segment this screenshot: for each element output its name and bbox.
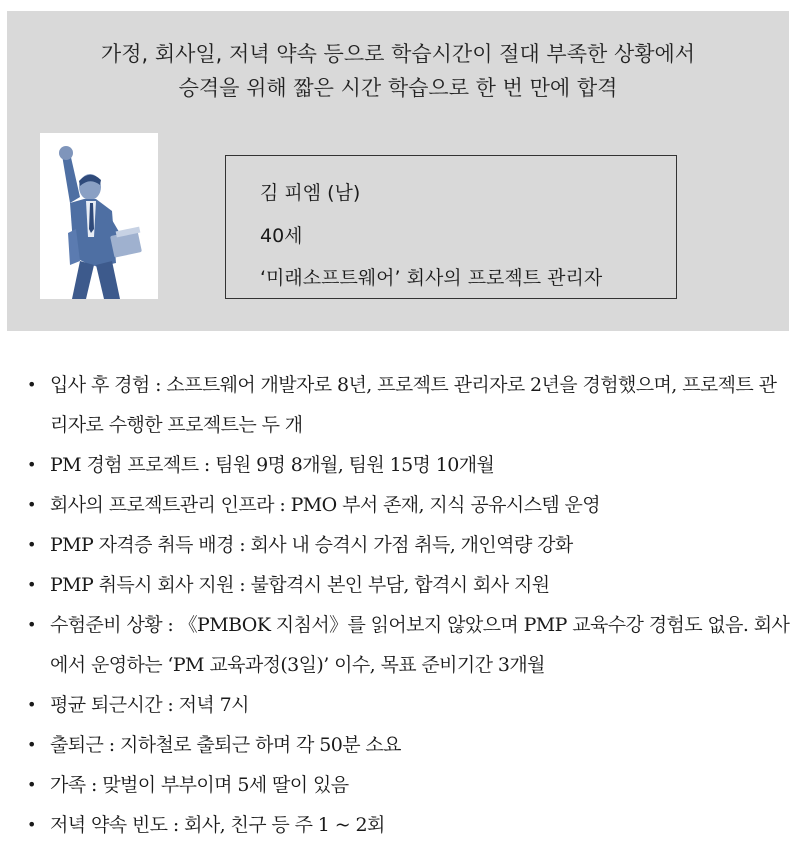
fact-text: 입사 후 경험 : 소프트웨어 개발자로 8년, 프로젝트 관리자로 2년을 경험했으며, 프로젝트 관리자로 수행한 프로젝트는 두 개 [50, 374, 777, 436]
fact-text: 평균 퇴근시간 : 저녁 7시 [50, 694, 249, 716]
fact-text: PMP 취득시 회사 지원 : 불합격시 본인 부담, 합격시 회사 지원 [50, 574, 550, 596]
fact-item [0, 605, 800, 685]
bullet-icon: • [27, 375, 36, 394]
bullet-icon: • [27, 815, 36, 834]
bullet-icon: • [27, 455, 36, 474]
facts-list [0, 365, 800, 845]
fact-text: 회사의 프로젝트관리 인프라 : PMO 부서 존재, 지식 공유시스템 운영 [50, 494, 601, 516]
bullet-icon: • [27, 615, 36, 634]
bullet-icon: • [27, 535, 36, 554]
bullet-icon: • [27, 775, 36, 794]
fact-text: PMP 자격증 취득 배경 : 회사 내 승격시 가점 취득, 개인역량 강화 [50, 534, 573, 556]
fact-text: 출퇴근 : 지하철로 출퇴근 하며 각 50분 소요 [50, 734, 401, 756]
bullet-icon: • [27, 695, 36, 714]
fact-text: 저녁 약속 빈도 : 회사, 친구 등 주 1 ~ 2회 [50, 814, 385, 836]
headline-line-2: 승격을 위해 짧은 시간 학습으로 한 번 만에 합격 [178, 76, 618, 100]
fact-item [0, 725, 800, 765]
headline [7, 37, 789, 105]
fact-item [0, 685, 800, 725]
bullet-icon: • [27, 735, 36, 754]
fact-text: 수험준비 상황 : 《PMBOK 지침서》를 읽어보지 않았으며 PMP 교육수강 경험도 없음. 회사에서 운영하는 ‘PM 교육과정(3일)’ 이수, 목표 준비기간 3개월 [50, 614, 790, 676]
fact-item [0, 365, 800, 445]
bullet-icon: • [27, 575, 36, 594]
fact-item [0, 445, 800, 485]
headline-line-1: 가정, 회사일, 저녁 약속 등으로 학습시간이 절대 부족한 상황에서 [100, 42, 696, 66]
profile-box [225, 155, 677, 299]
fact-text: 가족 : 맞벌이 부부이며 5세 딸이 있음 [50, 774, 349, 796]
fact-item [0, 485, 800, 525]
profile-role: ‘미래소프트웨어’ 회사의 프로젝트 관리자 [260, 267, 603, 289]
bullet-icon: • [27, 495, 36, 514]
fact-item [0, 765, 800, 805]
businessman-raising-fist-icon [40, 133, 158, 299]
fact-item [0, 525, 800, 565]
profile-age: 40세 [260, 225, 303, 247]
fact-text: PM 경험 프로젝트 : 팀원 9명 8개월, 팀원 15명 10개월 [50, 454, 495, 476]
fact-item [0, 565, 800, 605]
fact-item [0, 805, 800, 845]
profile-name: 김 피엠 (남) [260, 182, 361, 204]
header-panel [7, 11, 789, 331]
